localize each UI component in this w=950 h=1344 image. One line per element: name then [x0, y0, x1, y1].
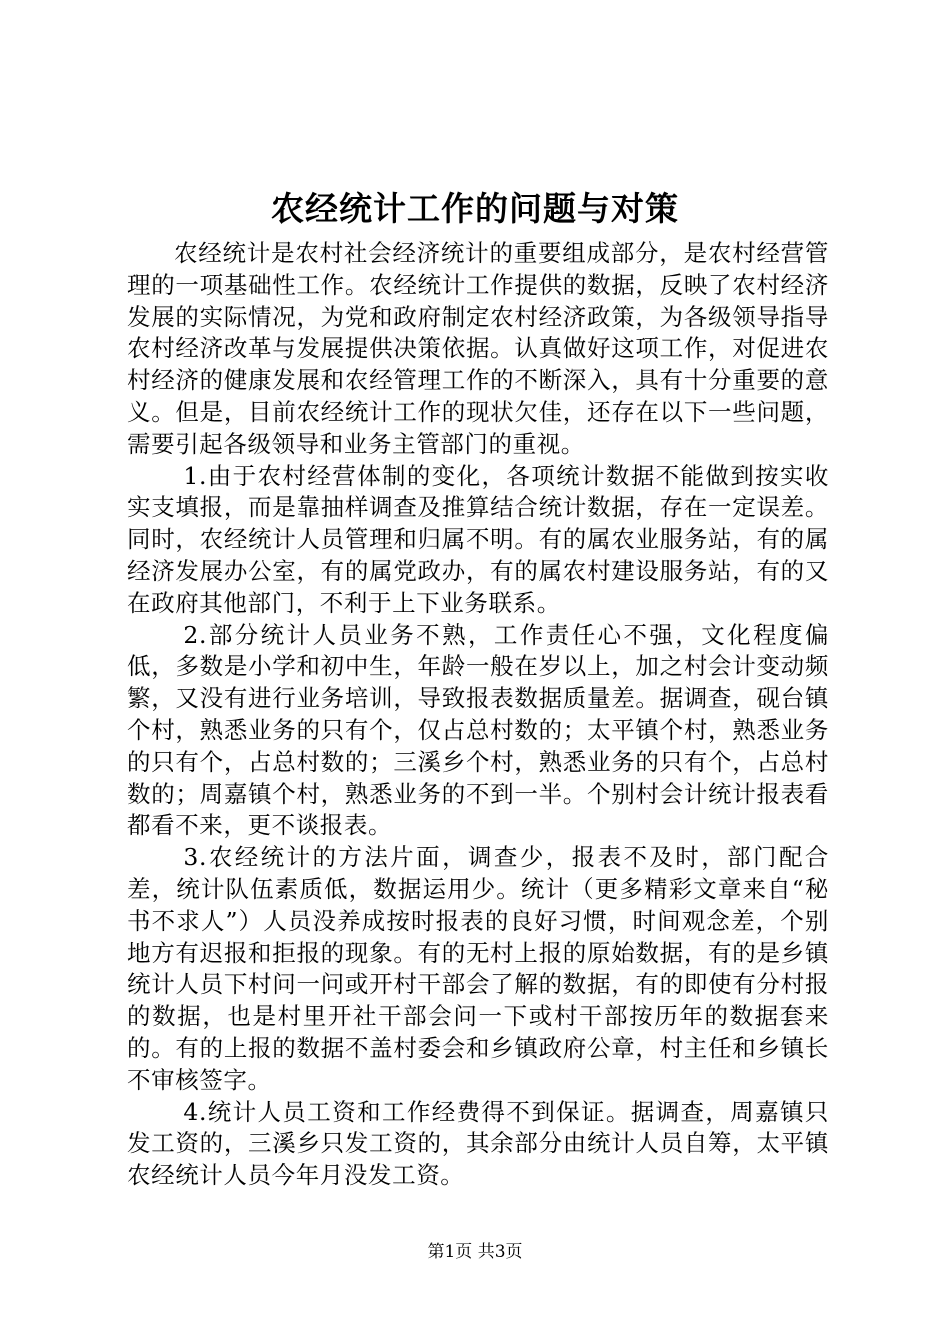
intro-paragraph: 农经统计是农村社会经济统计的重要组成部分，是农村经营管理的一项基础性工作。农经统计工作提供的数据，反映了农村经济发展的实际情况，为党和政府制定农村经济政策，为各级领导指导农村经济改革与发展提供决策依据。认真做好这项工作，对促进农村经济的健康发展和农经管理工作的不断深入，具有十分重要的意义。但是，目前农经统计工作的现状欠佳，还存在以下一些问题，需要引起各级领导和业务主管部门的重视。	[127, 239, 829, 458]
issue-paragraph-3: 3.农经统计的方法片面，调查少，报表不及时，部门配合差，统计队伍素质低，数据运用少。统计（更多精彩文章来自“秘书不求人”）人员没养成按时报表的良好习惯，时间观念差，个别地方有迟报和拒报的现象。有的无村上报的原始数据，有的是乡镇统计人员下村问一问或开村干部会了解的数据，有的即使有分村报的数据，也是村里开社干部会问一下或村干部按历年的数据套来的。有的上报的数据不盖村委会和乡镇政府公章，村主任和乡镇长不审核签字。	[127, 843, 829, 1094]
document-title: 农经统计工作的问题与对策	[271, 189, 679, 228]
page-number: 第1页 共3页	[427, 1242, 523, 1262]
issue-paragraph-4: 4.统计人员工资和工作经费得不到保证。据调查，周嘉镇只发工资的，三溪乡只发工资的，其余部分由统计人员自筹，太平镇农经统计人员今年月没发工资。	[127, 1097, 829, 1190]
issue-paragraph-1: 1.由于农村经营体制的变化，各项统计数据不能做到按实收实支填报，而是靠抽样调查及推算结合统计数据，存在一定误差。同时，农经统计人员管理和归属不明。有的属农业服务站，有的属经济发展办公室，有的属党政办，有的属农村建设服务站，有的又在政府其他部门，不利于上下业务联系。	[127, 461, 829, 617]
page-footer	[0, 1240, 950, 1264]
document-body	[127, 238, 829, 1192]
issue-paragraph-2: 2.部分统计人员业务不熟，工作责任心不强，文化程度偏低，多数是小学和初中生，年龄一般在岁以上，加之村会计变动频繁，又没有进行业务培训，导致报表数据质量差。据调查，砚台镇个村，熟悉业务的只有个，仅占总村数的；太平镇个村，熟悉业务的只有个，占总村数的；三溪乡个村，熟悉业务的只有个，占总村数的；周嘉镇个村，熟悉业务的不到一半。个别村会计统计报表看都看不来，更不谈报表。	[127, 620, 829, 840]
